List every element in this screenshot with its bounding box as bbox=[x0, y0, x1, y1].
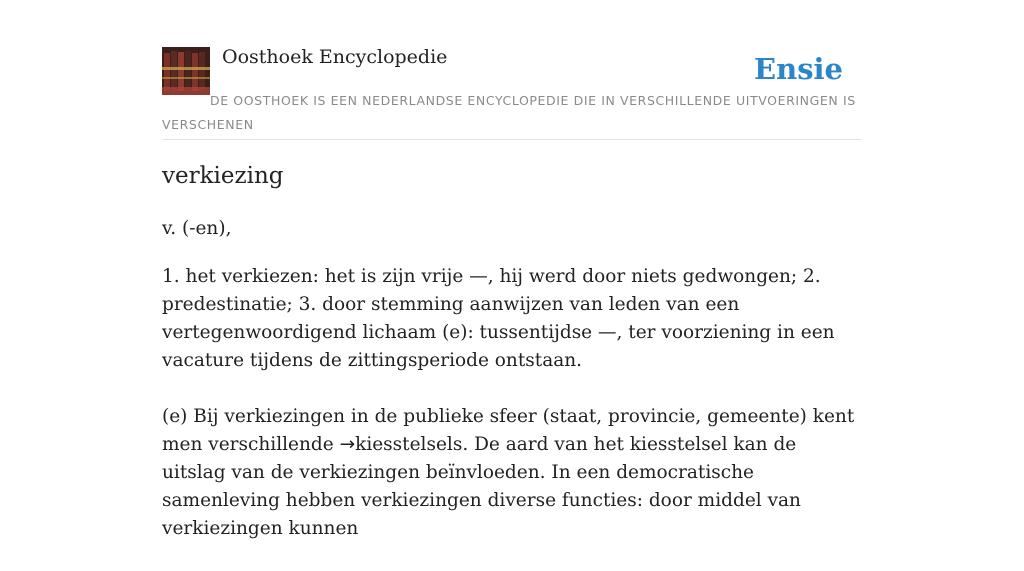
entry-headword: verkiezing bbox=[162, 163, 284, 189]
book-spines-icon bbox=[162, 47, 210, 95]
page bbox=[162, 0, 862, 539]
link-arrow-icon: → bbox=[339, 434, 356, 455]
kiesstelsels-link[interactable] bbox=[340, 434, 463, 455]
link-text: kiesstelsels bbox=[355, 434, 463, 455]
source-name[interactable]: Oosthoek Encyclopedie bbox=[222, 46, 448, 68]
avatar[interactable] bbox=[162, 47, 210, 95]
entry-body bbox=[162, 263, 862, 571]
source-tagline: DE OOSTHOEK IS EEN NEDERLANDSE ENCYCLOPEDIE DIE IN VERSCHILLENDE UITVOERINGEN IS VERSCHENEN bbox=[162, 93, 856, 132]
entry-definition: 1. het verkiezen: het is zijn vrije —, hij werd door niets gedwongen; 2. predestinatie; 3. door stemming aanwijzen van leden van een vertegenwoordigend lichaam (e): tussentijdse —, ter voorziening in een vacature tijdens de zittingsperiode ontstaan. bbox=[162, 266, 835, 371]
note-text-start: (e) Bij verkiezingen in de publieke sfeer (staat, provincie, gemeente) kent men verschillende bbox=[162, 406, 855, 455]
header bbox=[162, 0, 862, 140]
ensie-logo-link[interactable]: Ensie bbox=[754, 52, 843, 86]
entry-grammar: v. (-en), bbox=[162, 218, 232, 239]
entry-note bbox=[162, 403, 862, 543]
note-text-end: . De aard van het kiesstelsel kan de uitslag van de verkiezingen beïnvloeden. In een democratische samenleving hebben verkiezingen diverse functies: door middel van verkiezingen kunnen bbox=[162, 434, 801, 539]
